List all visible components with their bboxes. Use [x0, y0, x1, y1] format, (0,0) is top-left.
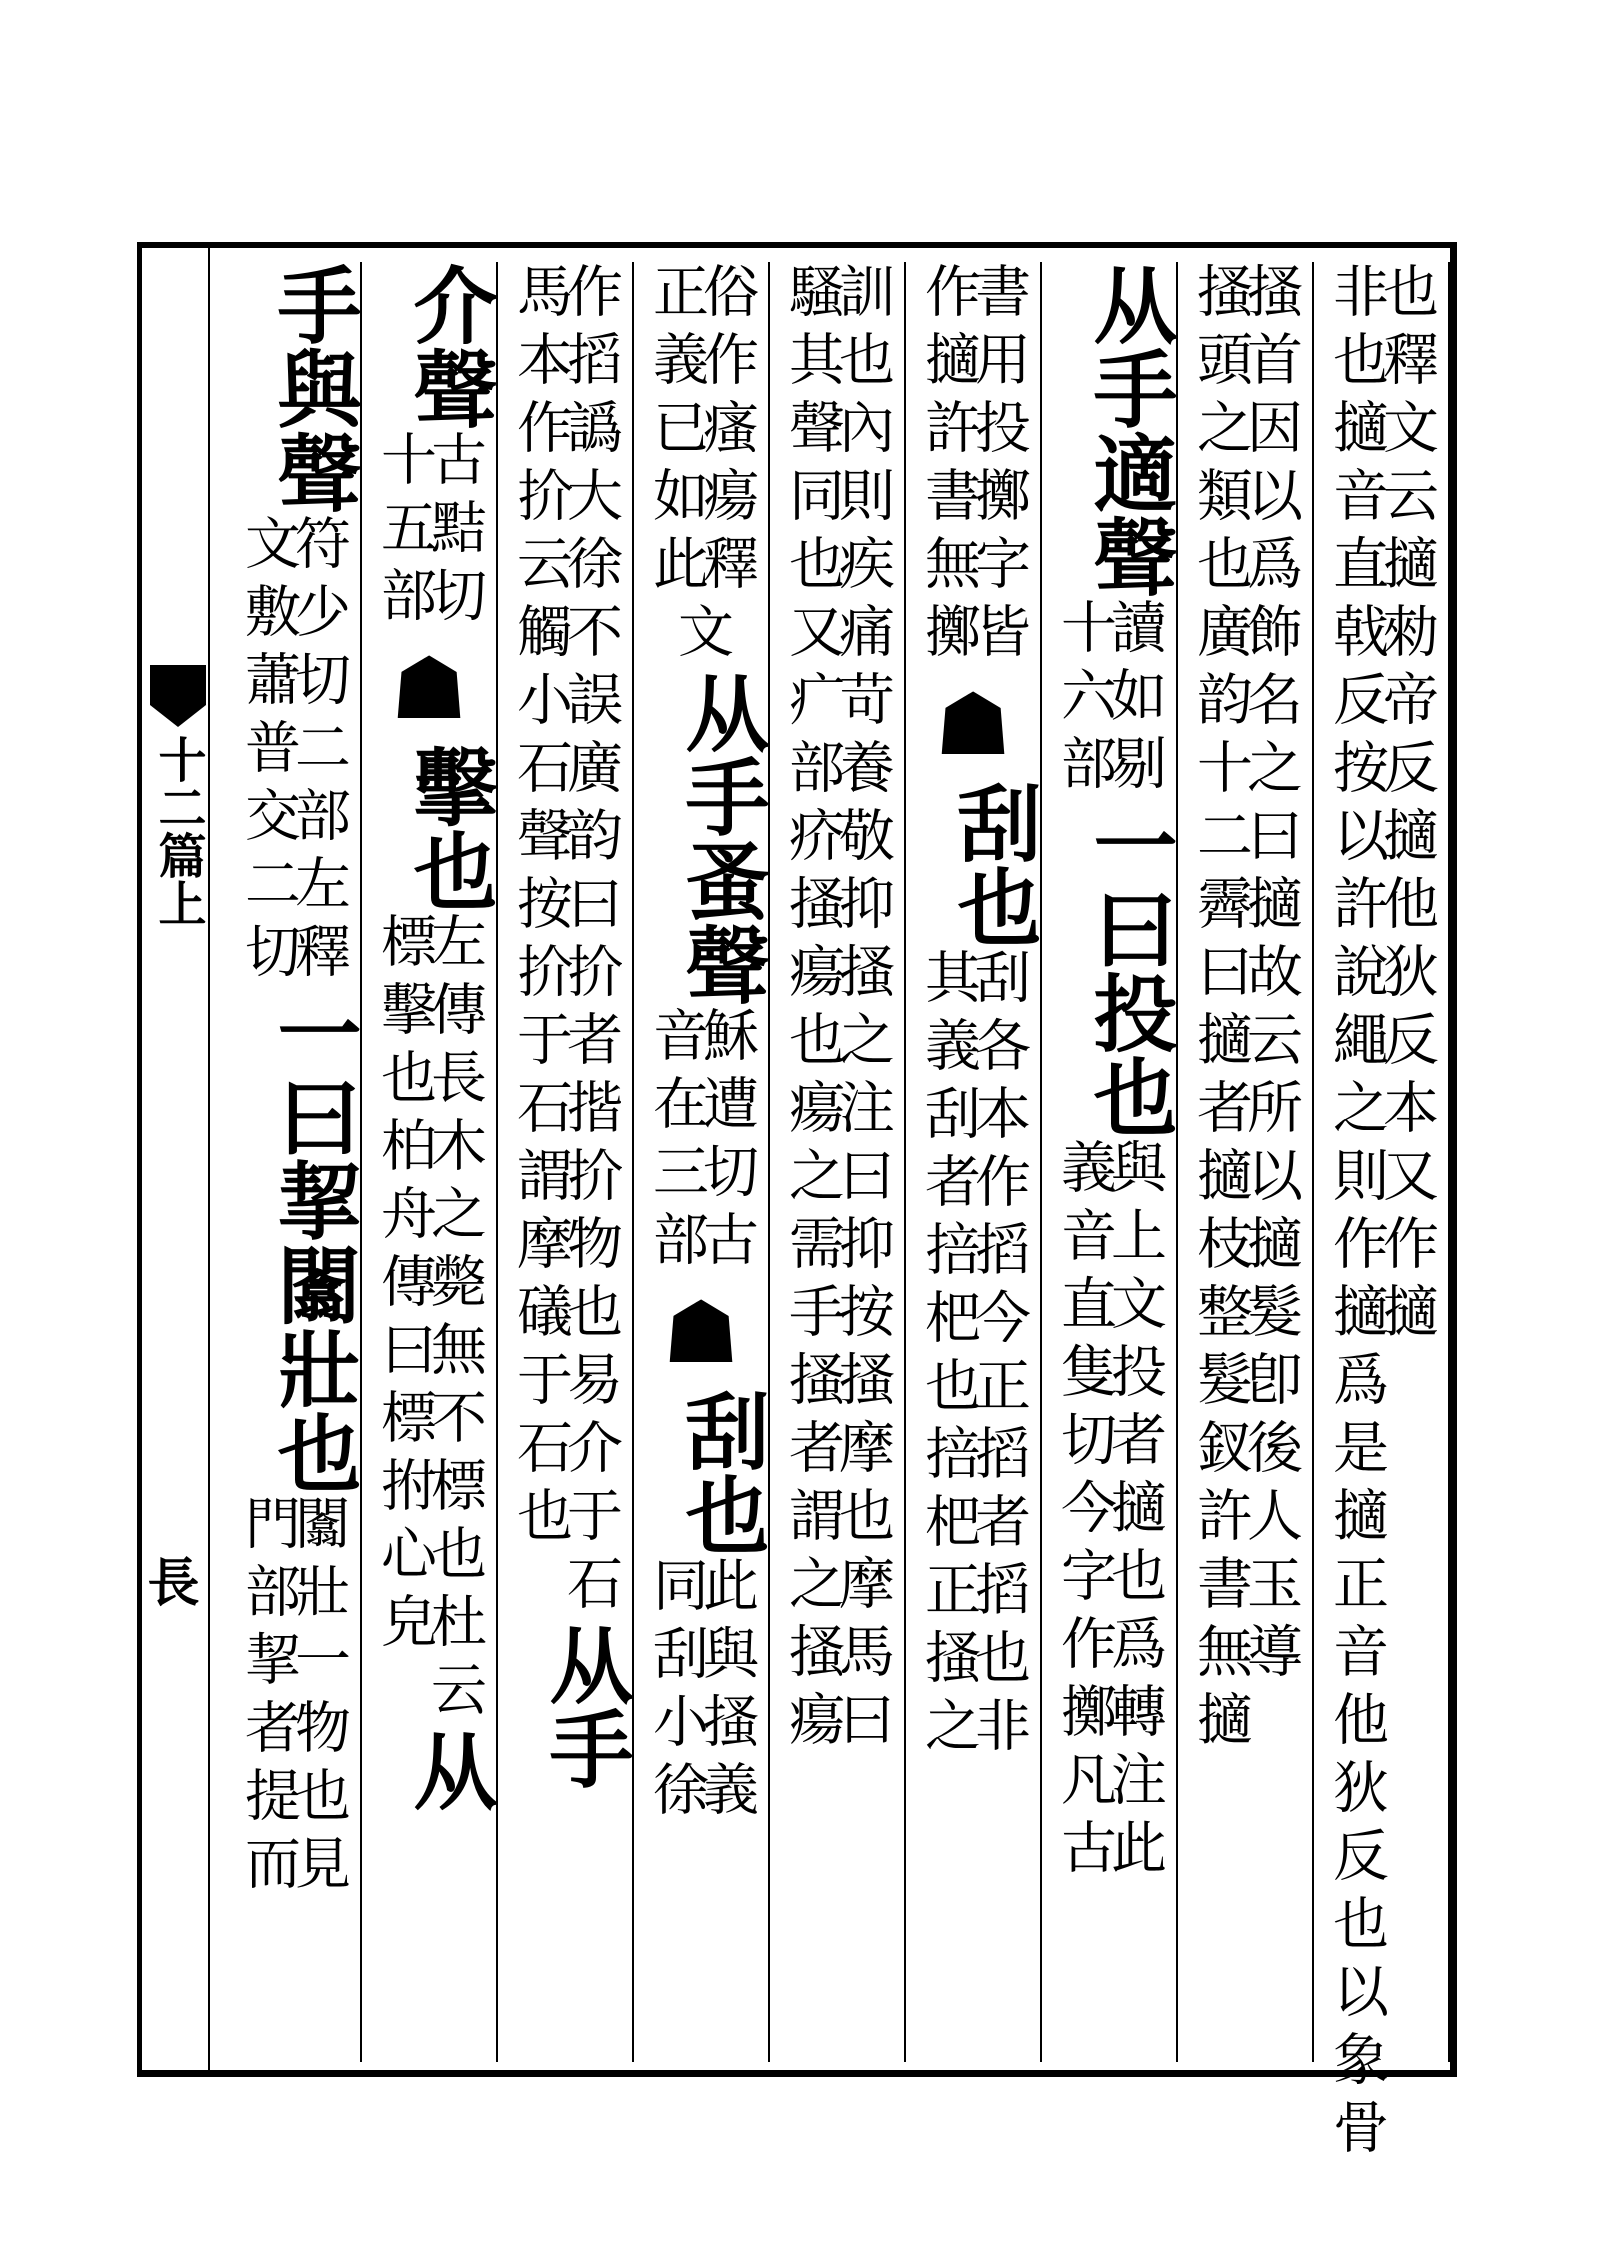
headword-text: 一曰挈闟壯也 [264, 990, 363, 1494]
commentary-line: 左傳長木之斃無不標也杜云 [422, 912, 487, 1728]
commentary-line: 馬本作扴云觸小石聲按扴于石謂摩礒于石也 [508, 262, 573, 1554]
text-column [770, 262, 906, 2062]
commentary-line: 闟壯一物也見 [286, 1494, 351, 1902]
commentary-note [362, 912, 496, 1728]
commentary-line: 此與搔義 [694, 1556, 759, 1828]
headword-text: 介聲 [400, 262, 499, 430]
headword-text: 一曰投也 [1080, 802, 1179, 1138]
commentary-note [634, 262, 768, 602]
text-column [362, 262, 498, 2062]
text-column [498, 262, 634, 2062]
commentary-line: 搔首因以爲飾名之曰擿故云所以擿髮卽後人玉導 [1238, 262, 1303, 1690]
commentary-line: 文敷蕭普交二切 [236, 514, 301, 990]
commentary-line: 刮各本作搯今正搯者搯也非 [966, 948, 1031, 1764]
commentary-note [498, 262, 632, 1622]
commentary-line: 同刮小徐 [644, 1556, 709, 1828]
commentary-line: 正義已如此 [644, 262, 709, 602]
commentary-line: 騷其聲同也又疒部疥搔瘍也瘍之需手搔者謂之搔瘍 [780, 262, 845, 1758]
headword-text: 从手 [536, 1622, 635, 1790]
commentary-line: 十五部 [372, 430, 437, 634]
commentary-line: 搔頭之類也廣韵十二霽曰擿者擿枝整髮釵許書無擿 [1188, 262, 1253, 1758]
commentary-line: 符少切二部左釋 [286, 514, 351, 990]
commentary-line: 古黠切 [422, 430, 487, 634]
text-column [1314, 262, 1450, 2166]
text-column [906, 262, 1042, 2062]
headword-text: 刮也 [944, 780, 1043, 948]
headword-text: 擊也 [400, 744, 499, 912]
text-column [634, 262, 770, 2062]
commentary-line: 穌遭切古 [694, 1006, 759, 1278]
commentary-note [362, 430, 496, 634]
commentary-line: 作擿許書無擲 [916, 262, 981, 670]
commentary-note [226, 1494, 360, 1902]
sheet-title: 十二篇上 [150, 735, 206, 927]
headword-text: 从 [400, 1728, 499, 1812]
commentary-line: 訓也內則疾痛苛養敬抑搔之注曰抑按搔摩也摩馬曰 [830, 262, 895, 1758]
margin-column [138, 248, 210, 2071]
commentary-note [1314, 262, 1448, 2166]
commentary-line: 門部挈者提而 [236, 1494, 301, 1902]
text-column [226, 262, 362, 2062]
commentary-line: 義音直隻切今字作擲凡古 [1052, 1138, 1117, 1886]
fish-tail-block [150, 665, 206, 705]
commentary-line: 標擊也柏舟傳曰標拊心皃 [372, 912, 437, 1660]
commentary-line: 其義刮者掊杷也掊杷正搔之 [916, 948, 981, 1764]
commentary-note [634, 1556, 768, 1828]
commentary-line: 非也擿音直戟反按以許說繩之則作擿爲是擿正音他狄反也以象骨 [1324, 262, 1389, 2166]
commentary-note [1042, 598, 1176, 802]
commentary-note [770, 262, 904, 1758]
text-column [1042, 262, 1178, 2062]
folio-mark: 長 [138, 1555, 199, 1607]
commentary-line: 也釋文云擿勑帝反擿他狄反本又作擿 [1374, 262, 1439, 1350]
commentary-line: 作搯譌大徐不誤廣韵曰扴者揩扴物也易介于石 [558, 262, 623, 1622]
commentary-note [226, 514, 360, 990]
commentary-line: 十六部 [1052, 598, 1117, 802]
headword-text: 刮也 [672, 1388, 771, 1556]
seal-script-glyph: ☗ [662, 1283, 740, 1383]
seal-script-glyph: ☗ [934, 675, 1012, 775]
commentary-note [1178, 262, 1312, 1758]
commentary-line: 讀如剔 [1102, 598, 1167, 802]
headword-text: 从手蚤聲 [672, 670, 771, 1006]
text-column [1178, 262, 1314, 2062]
commentary-note [906, 948, 1040, 1764]
commentary-line: 音在三部 [644, 1006, 709, 1278]
commentary-line: 書用投擲字皆 [966, 262, 1031, 670]
commentary-note [634, 1006, 768, 1278]
commentary-line: 俗作瘙瘍釋 [694, 262, 759, 602]
fish-tail-wedge [150, 705, 206, 727]
commentary-note [1042, 1138, 1176, 1886]
headword-text: 从手適聲 [1080, 262, 1179, 598]
commentary-note [634, 602, 768, 670]
headword-text: 手與聲 [264, 262, 363, 514]
commentary-line: 文 [669, 602, 734, 670]
commentary-note [906, 262, 1040, 670]
seal-script-glyph: ☗ [390, 639, 468, 739]
commentary-line: 與上文投者擿也爲轉注此 [1102, 1138, 1167, 1886]
